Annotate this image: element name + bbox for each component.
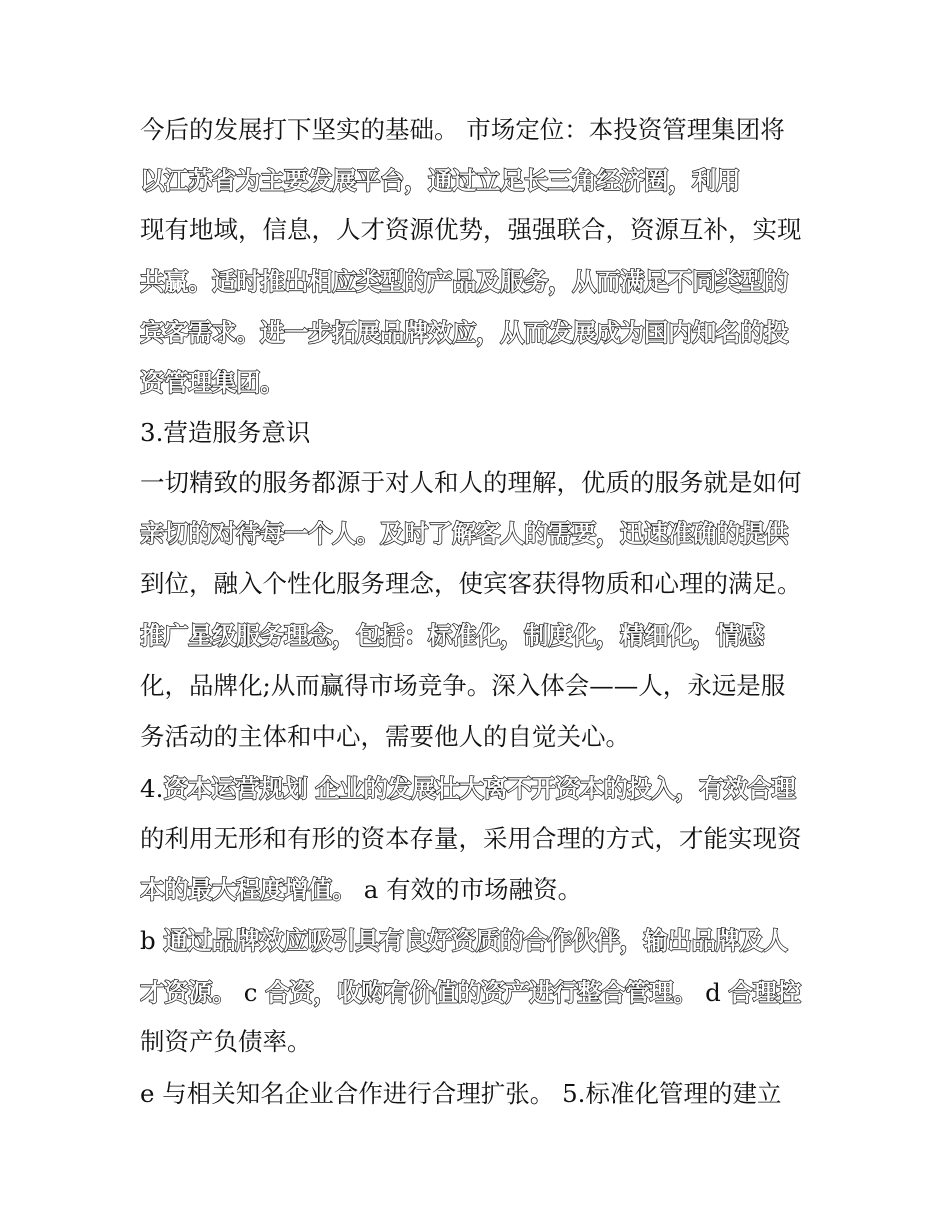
text-line <box>140 467 820 499</box>
text-segment: a 有效的市场融资。 <box>356 875 583 904</box>
text-segment: d <box>697 978 729 1007</box>
text-line <box>140 1078 820 1110</box>
text-line <box>140 977 820 1009</box>
text-segment: 合资，收购有价值的资产进行整合管理。 <box>265 978 698 1007</box>
text-line <box>140 114 820 146</box>
text-segment: e 与相关知名企业合作进行合理扩张。 5.标准化管理的建立 <box>140 1079 782 1108</box>
text-segment: 资管理集团。 <box>140 368 284 397</box>
text-line <box>140 214 820 246</box>
text-segment: 制资产负债率。 <box>140 1027 312 1056</box>
text-segment: 4. <box>140 774 164 803</box>
text-segment: 共赢。适时推出相应类型的产品及服务，从而满足不同类型的 <box>140 267 788 296</box>
text-line <box>140 266 820 298</box>
text-line <box>140 670 820 702</box>
text-segment: 今后的发展打下坚实的基础。 市场定位：本投资管理集团将 <box>140 115 785 144</box>
text-segment: 宾客需求。进一步拓展品牌效应，从而发展成为国内知名的投 <box>140 318 788 347</box>
text-line <box>140 823 820 855</box>
text-segment: 以江苏省为主要发展平台，通过立足长三角经济圈，利用 <box>140 166 740 195</box>
text-segment: 的利用无形和有形的资本存量，采用合理的方式，才能实现资 <box>140 824 802 853</box>
text-line <box>140 721 820 753</box>
text-segment: 亲切的对待每一个人。及时了解客人的需要，迅速准确的提供 <box>140 519 788 548</box>
text-segment: 现有地域，信息，人才资源优势，强强联合，资源互补，实现 <box>140 215 802 244</box>
text-segment: 通过品牌效应吸引具有良好资质的合作伙伴，输出品牌及人 <box>163 926 788 955</box>
text-segment: b <box>140 926 164 955</box>
text-segment: 合理控 <box>728 978 801 1007</box>
section-heading <box>140 417 820 449</box>
text-segment: 到位，融入个性化服务理念，使宾客获得物质和心理的满足。 <box>140 569 802 598</box>
text-segment: 本的最大程度增值。 <box>140 875 356 904</box>
text-segment: 3.营造服务意识 <box>140 418 311 447</box>
text-line <box>140 874 820 906</box>
text-line <box>140 620 820 652</box>
text-segment: 务活动的主体和中心，需要他人的自觉关心。 <box>140 722 630 751</box>
text-segment: 才资源。 <box>140 978 236 1007</box>
text-segment: 一切精致的服务都源于对人和人的理解，优质的服务就是如何 <box>140 468 802 497</box>
text-segment: 化，品牌化;从而赢得市场竞争。深入体会——人，永远是服 <box>140 671 786 700</box>
text-line <box>140 518 820 550</box>
text-line <box>140 773 820 805</box>
text-segment: 资本运营规划 企业的发展壮大离不开资本的投入，有效合理 <box>163 774 796 803</box>
text-line <box>140 925 820 957</box>
text-line <box>140 367 820 399</box>
text-segment: 推广星级服务理念，包括：标准化，制度化，精细化，情感 <box>140 621 764 650</box>
text-line <box>140 568 820 600</box>
text-line <box>140 1026 820 1058</box>
text-line <box>140 165 820 197</box>
text-segment: c <box>236 978 266 1007</box>
text-line <box>140 317 820 349</box>
